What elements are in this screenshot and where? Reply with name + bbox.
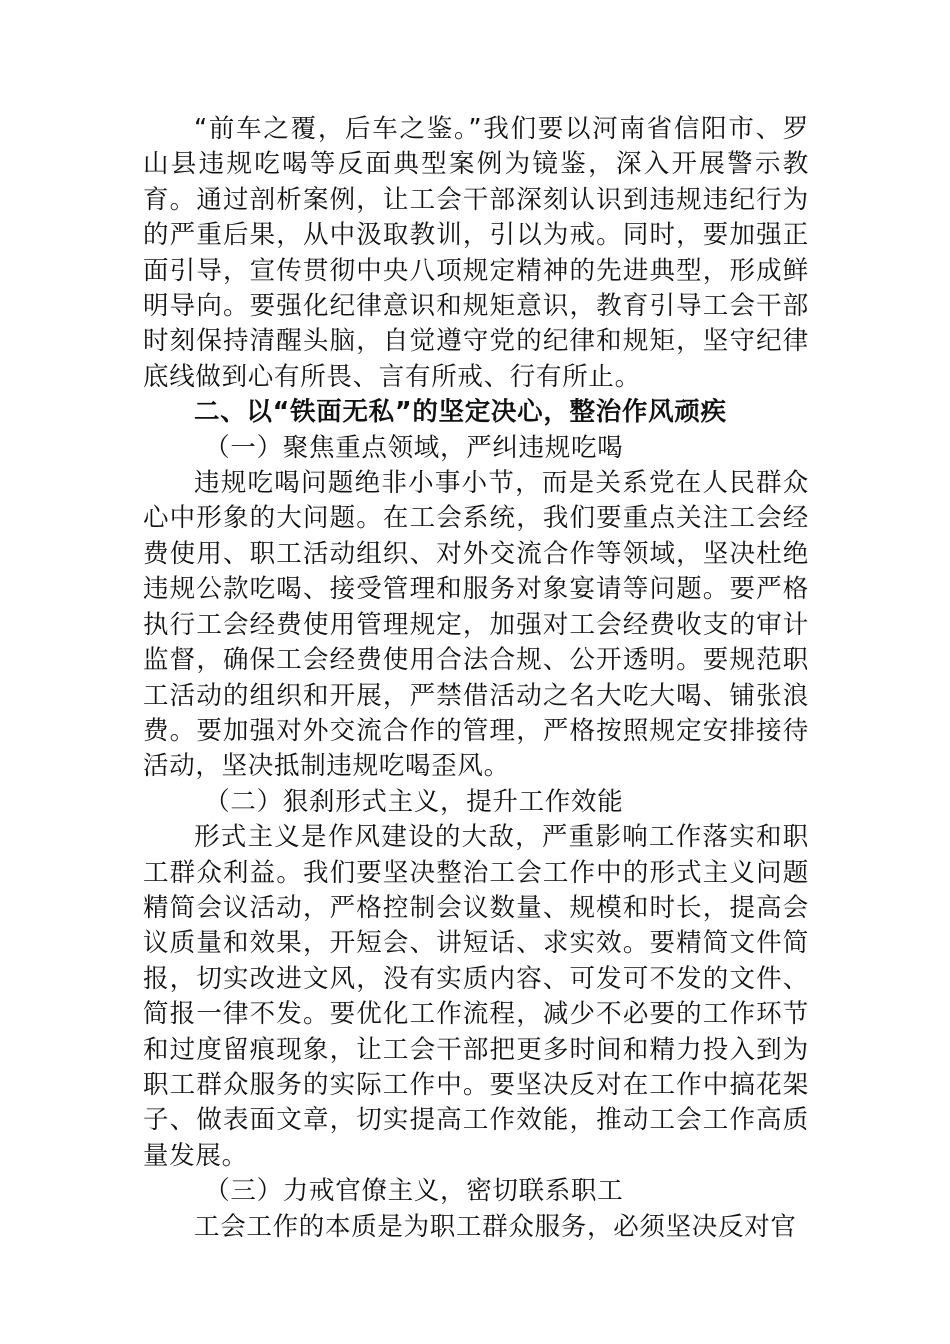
paragraph-warning-education: “前车之覆，后车之鉴。”我们要以河南省信阳市、罗山县违规吃喝等反面典型案例为镜鉴，深入开展警示教育。通过剖析案例，让工会干部深刻认识到违规违纪行为的严重后果，从中汲取教训，引以为戒。同时，要加强正面引导，宣传贯彻中央八项规定精神的先进典型，形成鲜明导向。要强化纪律意识和规矩意识，教育引导工会干部时刻保持清醒头脑，自觉遵守党的纪律和规矩，坚守纪律底线做到心有所畏、言有所戒、行有所止。 <box>143 114 809 392</box>
subheading-one: （一）聚焦重点领域，严纠违规吃喝 <box>204 432 624 463</box>
paragraph-formalism: 形式主义是作风建设的大敌，严重影响工作落实和职工群众利益。我们要坚决整治工会工作中的形式主义问题精简会议活动，严格控制会议数量、规模和时长，提高会议质量和效果，开短会、讲短话、求实效。要精简文件简报，切实改进文风，没有实质内容、可发可不发的文件、简报一律不发。要优化工作流程，减少不必要的工作环节和过度留痕现象，让工会干部把更多时间和精力投入到为职工群众服务的实际工作中。要坚决反对在工作中搞花架子、做表面文章，切实提高工作效能，推动工会工作高质量发展。 <box>143 822 809 1171</box>
document-body <box>143 112 809 1245</box>
paragraph-dining-violations: 违规吃喝问题绝非小事小节，而是关系党在人民群众心中形象的大问题。在工会系统，我们要重点关注工会经费使用、职工活动组织、对外交流合作等领域，坚决杜绝违规公款吃喝、接受管理和服务对象宴请等问题。要严格执行工会经费使用管理规定，加强对工会经费收支的审计监督，确保工会经费使用合法合规、公开透明。要规范职工活动的组织和开展，严禁借活动之名大吃大喝、铺张浪费。要加强对外交流合作的管理，严格按照规定安排接待活动，坚决抵制违规吃喝歪风。 <box>143 468 809 782</box>
section-heading-two: 二、以“铁面无私”的坚定决心，整治作风顽疾 <box>194 397 727 428</box>
paragraph-bureaucratism: 工会工作的本质是为职工群众服务，必须坚决反对官 <box>194 1211 797 1242</box>
subheading-two: （二）狠刹形式主义，提升工作效能 <box>204 786 624 817</box>
subheading-three: （三）力戒官僚主义，密切联系职工 <box>204 1176 624 1207</box>
